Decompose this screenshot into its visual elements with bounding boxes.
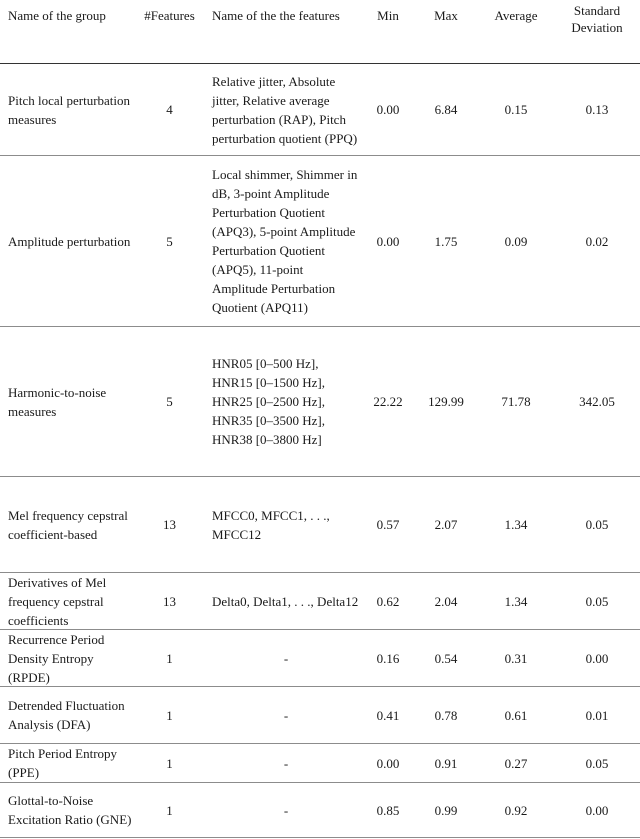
cell-min: 0.16 [376,650,400,666]
cell-average: 0.92 [504,802,528,818]
cell-average: 0.31 [504,650,528,666]
cell-group: Harmonic-to-noise measures [8,384,107,419]
cell-names: MFCC0, MFCC1, . . ., MFCC12 [212,507,330,542]
cell-group: Amplitude perturbation [8,233,131,249]
cell-group: Pitch local perturbation measures [8,92,131,127]
cell-count: 1 [166,802,173,818]
cell-max: 0.54 [434,650,458,666]
header-std [560,0,634,63]
header-max: Max [434,8,458,23]
table-row [0,64,640,155]
cell-std: 0.13 [585,102,609,117]
cell-std: 0.01 [585,707,609,723]
cell-max: 2.04 [434,593,458,609]
cell-count: 13 [163,517,176,532]
cell-min: 0.85 [376,802,400,818]
cell-names: - [283,802,289,818]
cell-min: 0.62 [376,593,400,609]
cell-min: 0.00 [376,102,400,117]
cell-max: 0.99 [434,802,458,818]
cell-max: 129.99 [428,394,464,409]
cell-count: 4 [166,102,173,117]
table-header [0,0,640,63]
header-features-count: #Features [144,8,195,23]
bottom-rule [0,837,640,838]
table-row [0,744,640,782]
cell-group: Derivatives of Mel frequency cepstral coefficients [8,574,107,628]
cell-names: - [283,650,289,666]
cell-group: Glottal-to-Noise Excitation Ratio (GNE) [8,793,132,827]
cell-max: 0.78 [434,707,458,723]
cell-count: 1 [166,650,173,666]
table-row [0,477,640,572]
cell-names: Relative jitter, Absolute jitter, Relative average perturbation (RAP), Pitch perturbation quotient (PPQ) [212,73,358,146]
cell-names: - [283,707,289,723]
cell-count: 1 [166,755,173,771]
cell-average: 0.09 [504,233,528,249]
cell-max: 2.07 [434,517,458,532]
cell-names: HNR05 [0–500 Hz], HNR15 [0–1500 Hz], HNR25 [0–2500 Hz], HNR35 [0–3500 Hz], HNR38 [0–3800 Hz] [212,356,326,447]
cell-count: 5 [166,394,173,409]
cell-min: 0.41 [376,707,400,723]
cell-max: 1.75 [434,233,458,249]
header-feature-names: Name of the the features [212,8,340,23]
cell-std: 0.05 [585,593,609,609]
header-min: Min [377,8,399,23]
header-average: Average [494,8,538,23]
cell-std: 0.05 [585,755,609,771]
cell-average: 1.34 [504,593,528,609]
header-std-line2: Deviation [571,20,623,35]
cell-max: 0.91 [434,755,458,771]
cell-count: 5 [166,233,173,249]
cell-average: 0.15 [504,102,528,117]
cell-group: Mel frequency cepstral coefficient-based [8,507,128,542]
cell-std: 0.02 [585,233,609,249]
cell-std: 342.05 [579,394,615,409]
cell-names: Local shimmer, Shimmer in dB, 3-point Amplitude Perturbation Quotient (APQ3), 5-point Amplitude Perturbation Quotient (APQ5), 11-point Amplitude Perturbation Quotient (APQ11) [212,167,358,315]
cell-group: Recurrence Period Density Entropy (RPDE) [8,631,105,685]
cell-count: 13 [163,593,176,609]
cell-std: 0.00 [585,802,609,818]
cell-min: 22.22 [373,394,403,409]
table-row [0,687,640,743]
cell-names: Delta0, Delta1, . . ., Delta12 [212,593,359,609]
header-group: Name of the group [8,8,106,23]
table-row [0,630,640,686]
cell-count: 1 [166,707,173,723]
cell-min: 0.00 [376,233,400,249]
cell-min: 0.57 [376,517,400,532]
header-std-line1: Standard [573,3,621,18]
cell-average: 1.34 [504,517,528,532]
table-row [0,327,640,476]
table-row [0,573,640,629]
cell-names: - [283,755,289,771]
cell-average: 71.78 [501,394,531,409]
cell-min: 0.00 [376,755,400,771]
cell-average: 0.61 [504,707,528,723]
table-row [0,156,640,326]
cell-group: Pitch Period Entropy (PPE) [8,746,118,780]
cell-average: 0.27 [504,755,528,771]
cell-group: Detrended Fluctuation Analysis (DFA) [8,698,125,732]
cell-max: 6.84 [434,102,458,117]
table-row [0,783,640,837]
cell-std: 0.05 [585,517,609,532]
cell-std: 0.00 [585,650,609,666]
